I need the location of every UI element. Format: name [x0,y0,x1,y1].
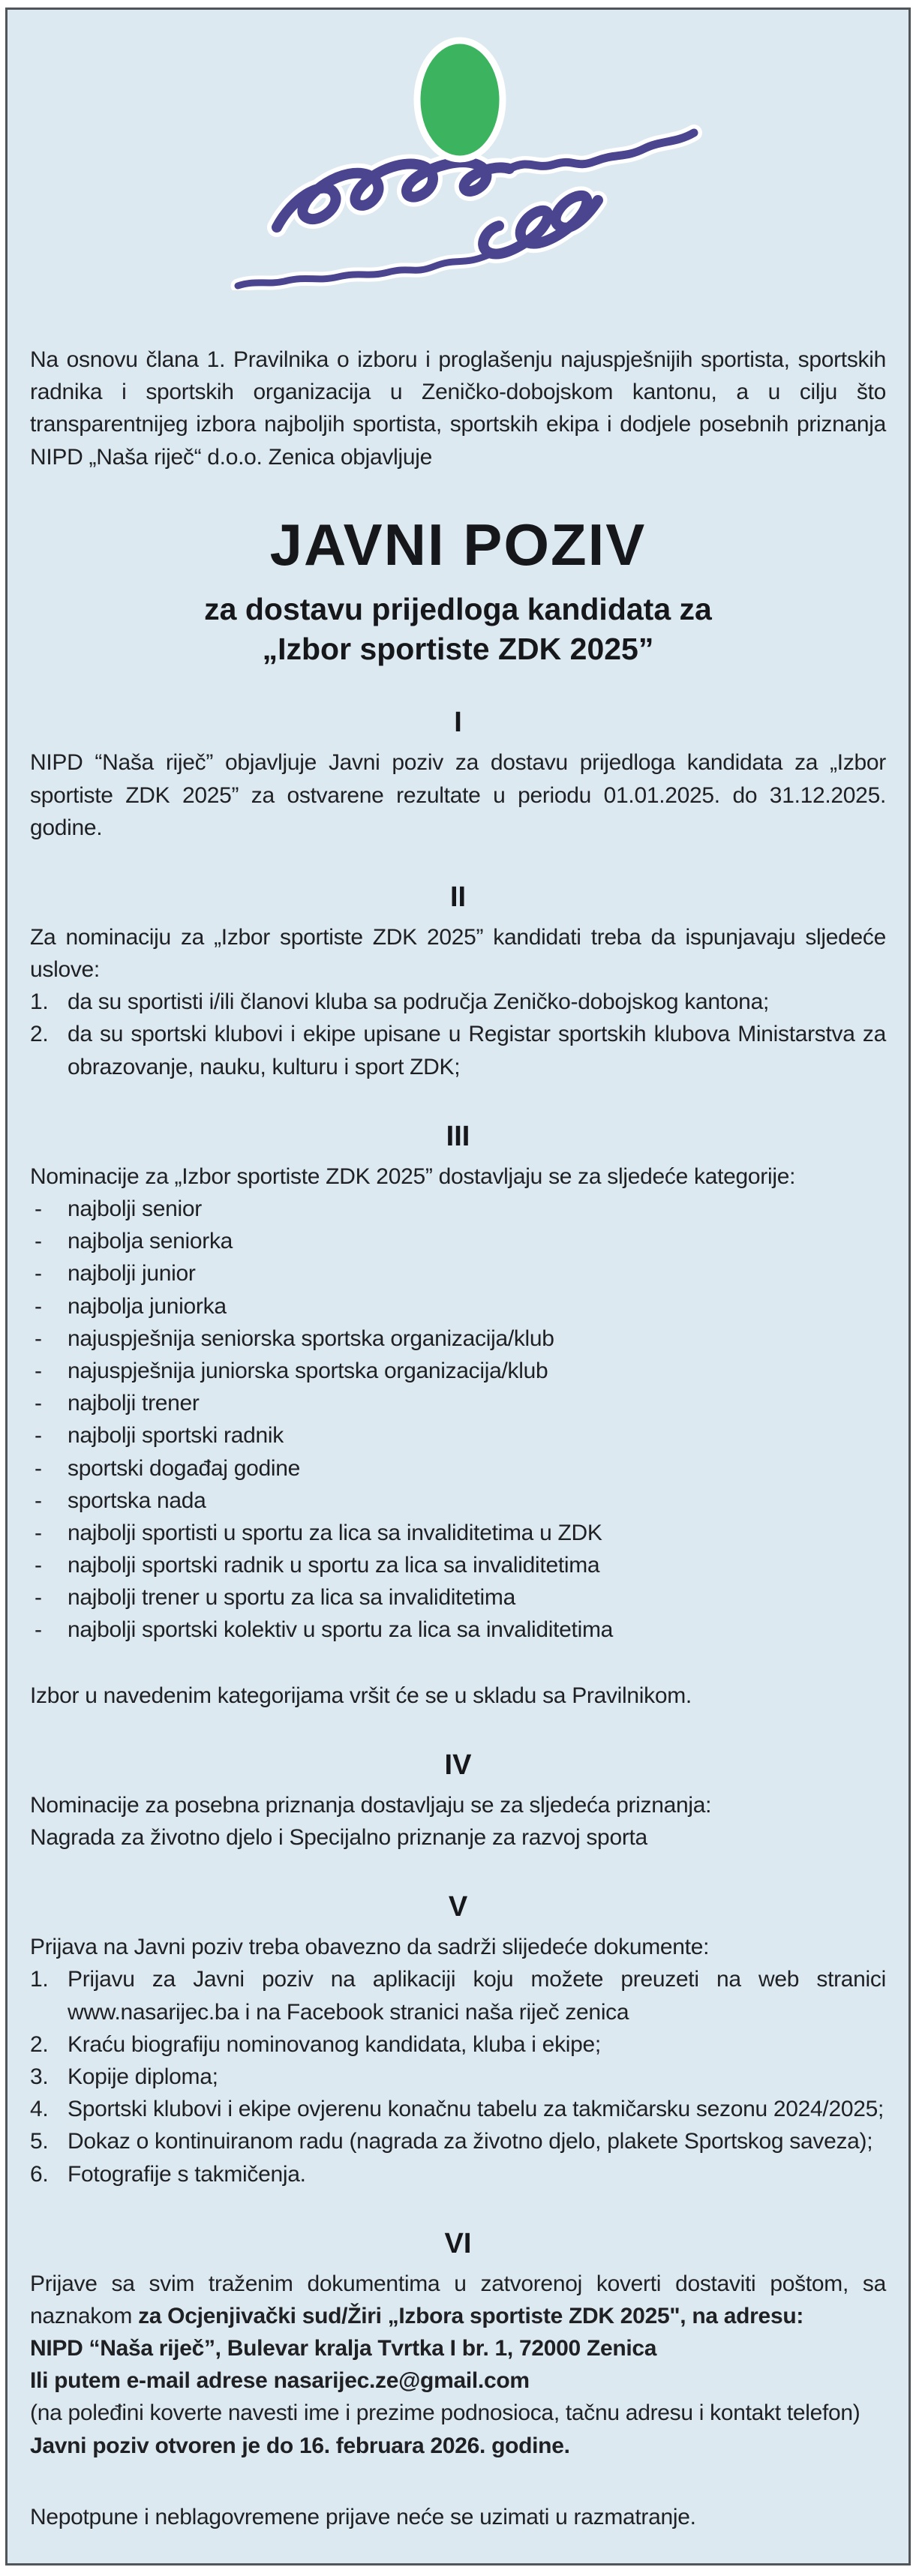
list-item: - sportska nada [30,1485,886,1517]
subtitle-line-1: za dostavu prijedloga kandidata za [204,591,712,626]
list-item: - najbolja juniorka [30,1290,886,1323]
list-item: - najbolji trener u sportu za lica sa invaliditetima [30,1581,886,1614]
section-2-list [30,986,886,1083]
section-1-heading: I [454,707,462,739]
list-item: - sportski događaj godine [30,1452,886,1485]
list-item: - najbolji trener [30,1387,886,1419]
section-2-lead: Za nominaciju za „Izbor sportiste ZDK 2025” kandidati treba da ispunjavaju sljedeće uslove: [30,924,886,983]
list-item: - najbolji junior [30,1257,886,1290]
list-item: - najuspješnija seniorska sportska organizacija/klub [30,1323,886,1355]
list-item: Kraću biografiju nominovanog kandidata, kluba i ekipe; [68,2031,601,2057]
section-6-heading: VI [444,2227,472,2259]
section-6-lead [30,2268,886,2332]
section-4-line-2: Nagrada za životno djelo i Specijalno priznanje za razvoj sporta [30,1825,647,1851]
section-6-lead-normal: Prijave sa svim traženim dokumentima u zatvorenoj koverti dostaviti poštom, sa naznakom [30,2271,886,2328]
section-5-list [30,1963,886,2190]
list-item: da su sportski klubovi i ekipe upisane u Registar sportskih klubova Ministarstva za obrazovanje, nauku, kulturu i sport ZDK; [68,1022,886,1079]
list-item: Sportski klubovi i ekipe ovjerenu konačnu tabelu za takmičarsku sezonu 2024/2025; [68,2097,884,2122]
list-item: Kopije diploma; [68,2064,218,2089]
list-item: Fotografije s takmičenja. [68,2161,306,2187]
section-3-note: Izbor u navedenim kategorijama vršit će se u skladu sa Pravilnikom. [30,1683,692,1708]
swimmer-logo-icon [196,26,721,290]
subtitle-line-2: „Izbor sportiste ZDK 2025” [262,632,654,667]
section-2-heading: II [449,881,467,913]
footer-note: Nepotpune i neblagovremene prijave neće se uzimati u razmatranje. [30,2504,696,2529]
section-4-line-1: Nominacije za posebna priznanja dostavljaju se za sljedeća priznanja: [30,1792,712,1818]
nasa-rijec-logo [30,26,886,294]
section-6-note: (na poleđini koverte navesti ime i prezime podnosioca, tačnu adresu i kontakt telefon) [30,2400,860,2426]
section-5-heading: V [448,1891,468,1923]
list-item: - najbolja seniorka [30,1225,886,1257]
list-item: - najbolji sportisti u sportu za lica sa invaliditetima u ZDK [30,1517,886,1549]
announcement-panel [5,8,911,2565]
list-item: - najbolji sportski radnik u sportu za lica sa invaliditetima [30,1549,886,1581]
section-1-body: NIPD “Naša riječ” objavljuje Javni poziv za dostavu prijedloga kandidata za „Izbor sportiste ZDK 2025” za ostvarene rezultate u periodu 01.01.2025. do 31.12.2025. godine. [30,750,886,840]
section-6-address: NIPD “Naša riječ”, Bulevar kralja Tvrtka I br. 1, 72000 Zenica [30,2336,657,2361]
list-item: - najbolji sportski kolektiv u sportu za lica sa invaliditetima [30,1614,886,1646]
section-5-lead: Prijava na Javni poziv treba obavezno da sadrži slijedeće dokumente: [30,1935,710,1960]
section-3-lead: Nominacije za „Izbor sportiste ZDK 2025” dostavljaju se za sljedeće kategorije: [30,1163,796,1189]
list-item: Dokaz o kontinuiranom radu (nagrada za životno djelo, plakete Sportskog saveza); [68,2129,873,2154]
section-3-category-list [30,1193,886,1647]
list-item: - najuspješnija juniorska sportska organizacija/klub [30,1355,886,1387]
list-item: - najbolji sportski radnik [30,1419,886,1452]
logo-green-oval [417,41,503,159]
section-4-heading: IV [444,1749,472,1781]
section-6-lead-bold: za Ocjenjivački sud/Žiri „Izbora sportiste ZDK 2025", na adresu: [138,2303,804,2328]
list-item: Prijavu za Javni poziv na aplikaciji koju možete preuzeti na web stranici www.nasarijec.ba i na Facebook stranici naša riječ zenica [68,1967,886,2025]
page-title: JAVNI POZIV [269,511,647,578]
list-item: da su sportisti i/ili članovi kluba sa područja Zeničko-dobojskog kantona; [68,989,769,1015]
section-3-heading: III [446,1120,470,1152]
intro-paragraph: Na osnovu člana 1. Pravilnika o izboru i proglašenju najuspješnijih sportista, sportskih radnika i sportskih organizacija u Zeničko-dobojskom kantonu, a u cilju što transparentnijeg izbora najboljih sportista, sportskih ekipa i dodjele posebnih priznanja NIPD „Naša riječ“ d.o.o. Zenica objavljuje [30,347,886,470]
section-6-email-line: Ili putem e-mail adrese nasarijec.ze@gmail.com [30,2368,530,2394]
list-item: - najbolji senior [30,1193,886,1225]
section-6-deadline: Javni poziv otvoren je do 16. februara 2026. godine. [30,2433,570,2458]
